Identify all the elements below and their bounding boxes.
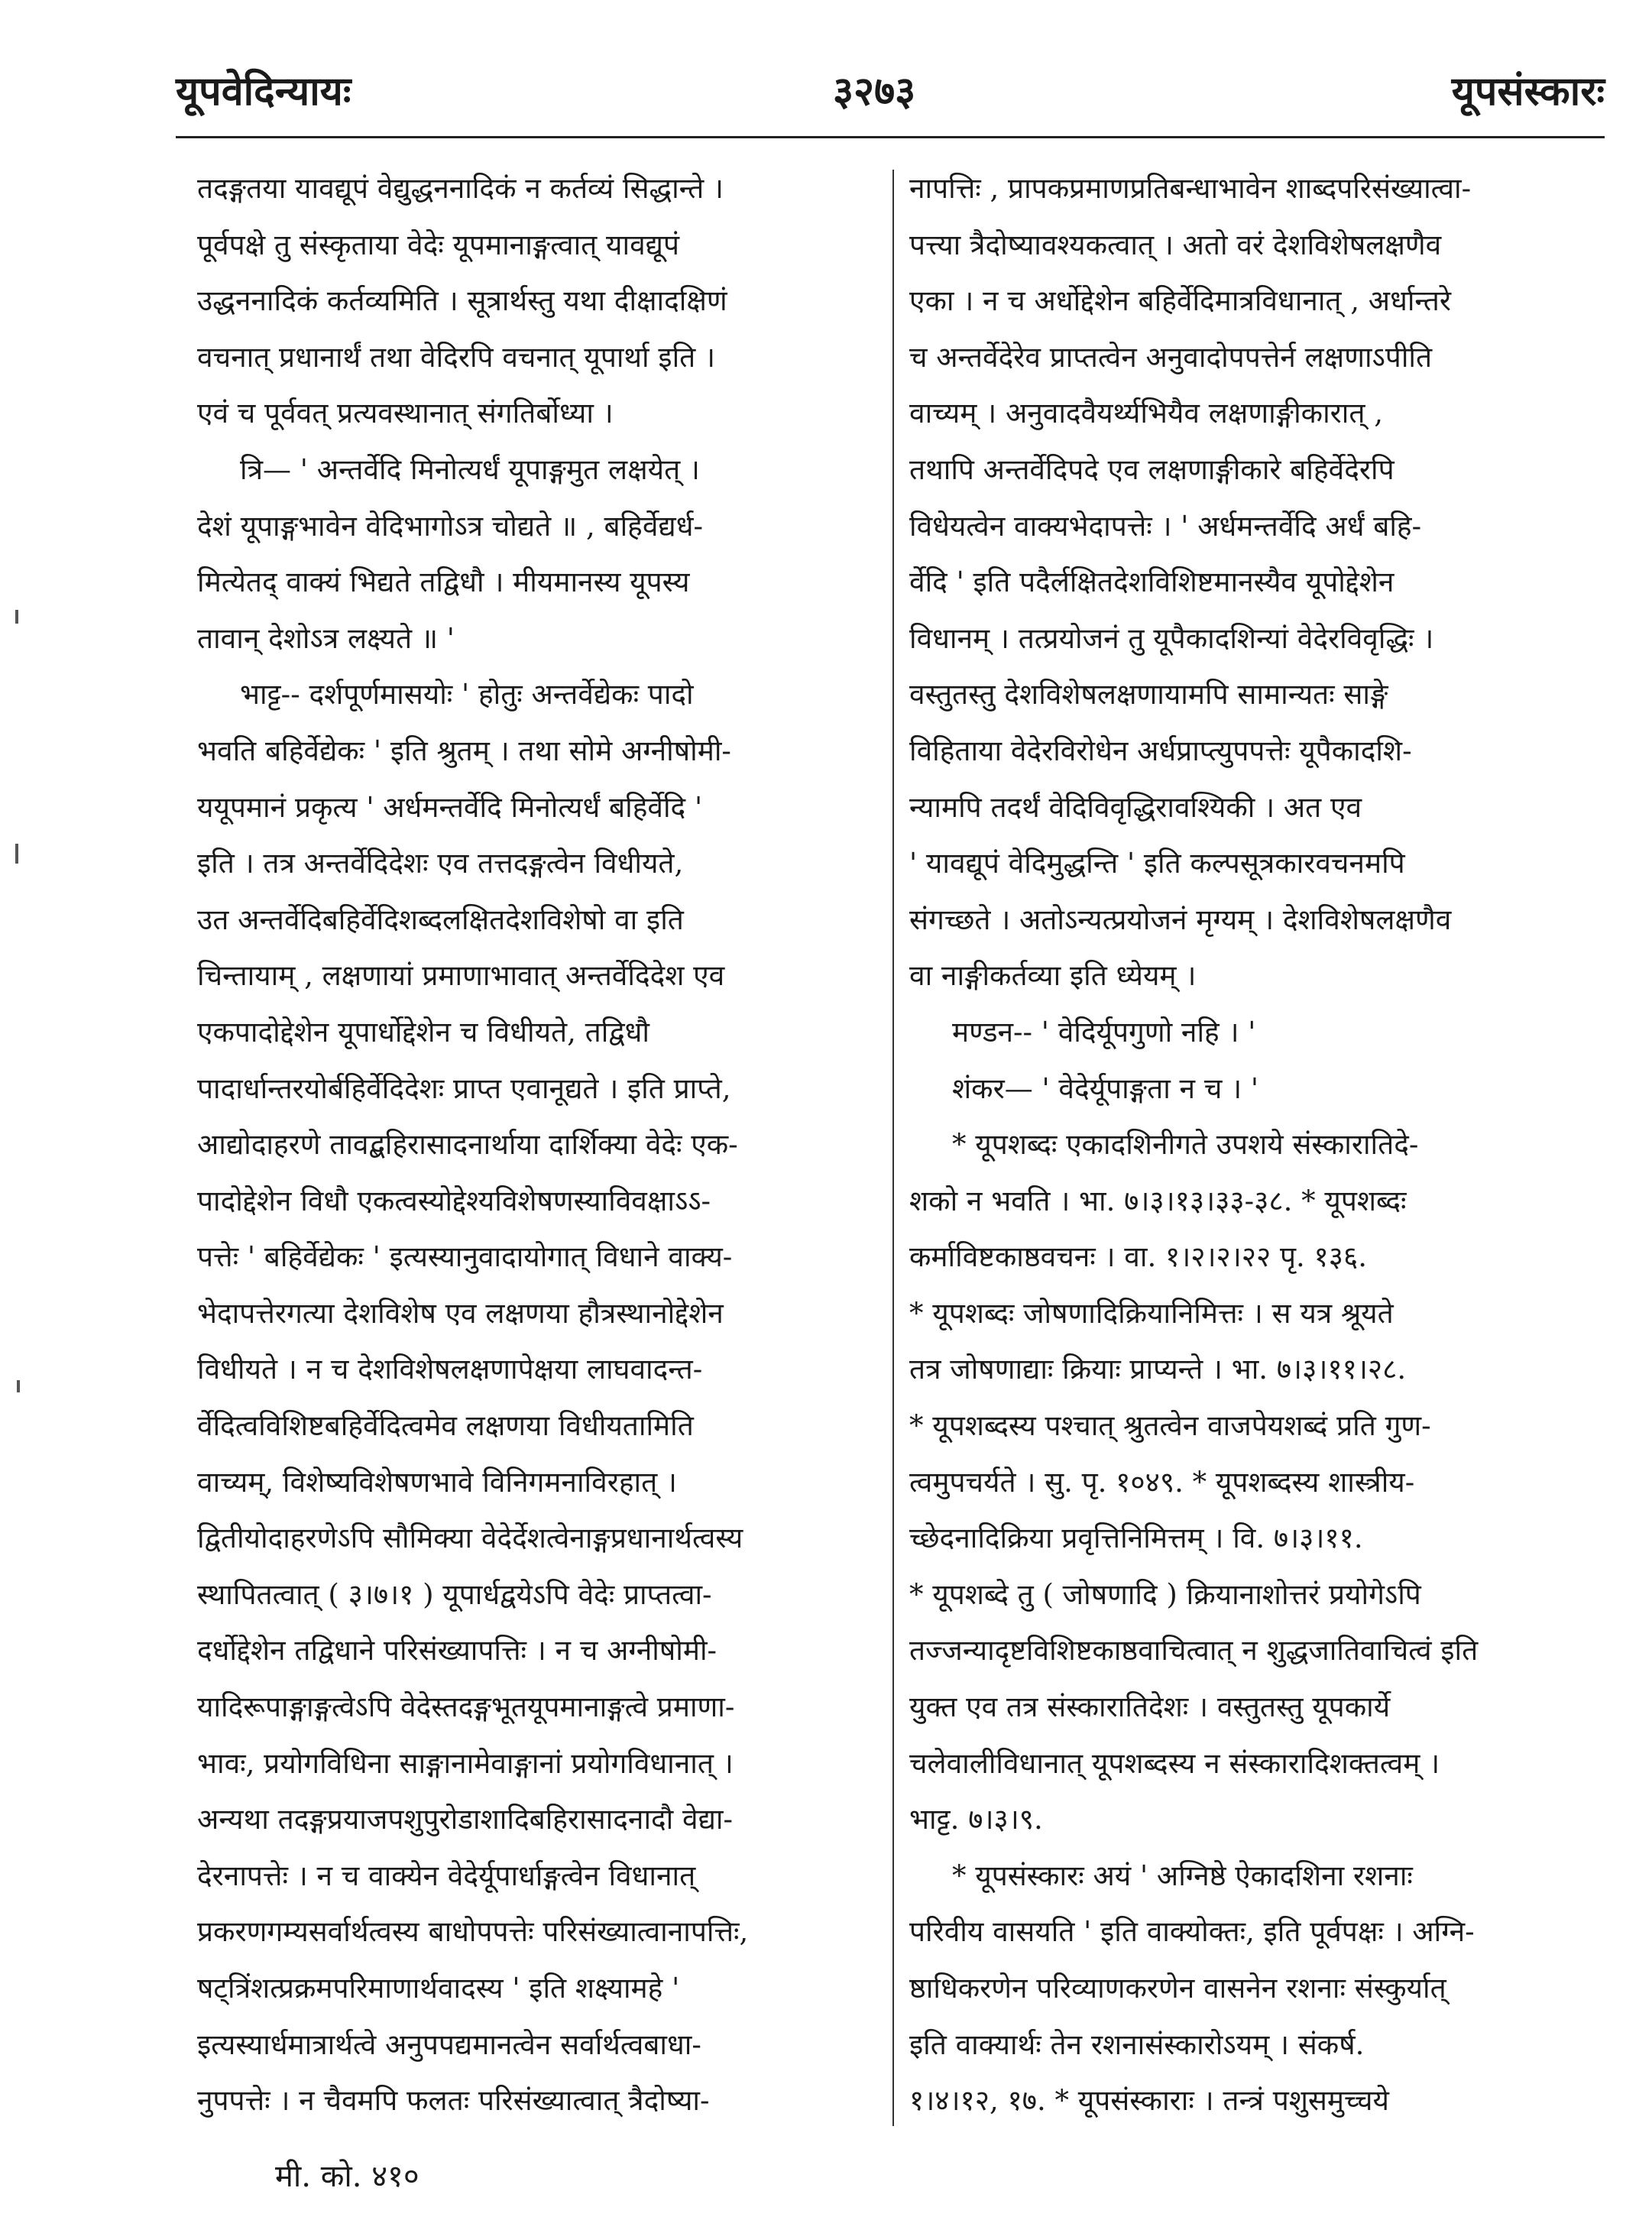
text-line: इत्यस्यार्धमात्रार्थत्वे अनुपपद्यमानत्वेन सर्वार्थत्वबाधा- [197,2027,701,2061]
text-line: एका । न च अर्धोद्देशेन बहिर्वेदिमात्रविधानात् , अर्धान्तरे [909,284,1452,318]
text-line: ष्ठाधिकरणेन परिव्याणकरणेन वासनेन रशनाः संस्कुर्यात् [909,1972,1446,2005]
text-line: न्यामपि तदर्थं वेदिविवृद्धिरावश्यिकी । अत एव [909,790,1362,824]
text-line: पत्तेः ' बहिर्वेद्येकः ' इत्यस्यानुवादायोगात् विधाने वाक्य- [197,1240,733,1274]
text-line: शंकर— ' वेदेर्यूपाङ्गता न च । ' [952,1071,1259,1105]
text-line: मण्डन-- ' वेदिर्यूपगुणो नहि । ' [952,1015,1256,1049]
text-line: * यूपसंस्कारः अयं ' अग्निष्ठे ऐकादशिना रशनाः [952,1859,1413,1892]
text-line: भाट्ट. ७।३।९. [909,1803,1043,1836]
text-line: उद्धननादिकं कर्तव्यमिति । सूत्रार्थस्तु यथा दीक्षादक्षिणं [197,284,727,318]
margin-mark [15,844,18,864]
text-line: इति वाक्यार्थः तेन रशनासंस्कारोऽयम् । संकर्ष. [909,2027,1365,2061]
text-line: प्रकरणगम्यसर्वार्थत्वस्य बाधोपपत्तेः परिसंख्यात्वानापत्तिः, [197,1915,749,1949]
text-line: भवति बहिर्वेद्येकः ' इति श्रुतम् । तथा सोमे अग्नीषोमी- [197,734,731,767]
text-line: आद्योदाहरणे तावद्बहिरासादनार्थाया दार्शिक्या वेदेः एक- [197,1128,738,1162]
text-line: * यूपशब्दः एकादशिनीगते उपशये संस्कारातिदे- [952,1128,1419,1162]
text-line: कर्माविष्टकाष्ठवचनः । वा. १।२।२।२२ पृ. १३६. [909,1240,1368,1274]
text-line: स्थापितत्वात् ( ३।७।१ ) यूपार्धद्वयेऽपि वेदेः प्राप्तत्वा- [197,1577,712,1611]
text-line: भेदापत्तेरगत्या देशविशेष एव लक्षणया हौत्रस्थानोद्देशेन [197,1296,724,1330]
text-line: त्वमुपचर्यते । सु. पृ. १०४९. * यूपशब्दस्य शास्त्रीय- [909,1465,1415,1499]
footer-signature: मी. को. ४१० [275,2159,419,2194]
text-line: तत्र जोषणाद्याः क्रियाः प्राप्यन्ते । भा. ७।३।११।२८. [909,1353,1407,1386]
text-line: * यूपशब्दः जोषणादिक्रियानिमित्तः । स यत्र श्रूयते [909,1296,1394,1330]
header-rule [176,136,1605,138]
text-line: यादिरूपाङ्गाङ्गत्वेऽपि वेदेस्तदङ्गभूतयूपमानाङ्गत्वे प्रमाणा- [197,1690,735,1724]
column-divider [892,170,894,2126]
left-column [197,160,877,2132]
text-line: वा नाङ्गीकर्तव्या इति ध्येयम् । [909,959,1197,993]
text-line: तदङ्गतया यावद्यूपं वेद्युद्धननादिकं न कर्तव्यं सिद्धान्ते । [197,172,724,205]
text-line: वाच्यम्, विशेष्यविशेषणभावे विनिगमनाविरहात् । [197,1465,677,1499]
text-line: पादार्धान्तरयोर्बहिर्वेदिदेशः प्राप्त एवानूद्यते । इति प्राप्ते, [197,1071,731,1105]
text-line: विधेयत्वेन वाक्यभेदापत्तेः । ' अर्धमन्तर्वेदि अर्धं बहि- [909,509,1422,543]
text-line: र्वेदित्वविशिष्टबहिर्वेदित्वमेव लक्षणया विधीयतामिति [197,1409,694,1443]
text-line: च्छेदनादिक्रिया प्रवृत्तिनिमित्तम् । वि. ७।३।११. [909,1522,1363,1555]
margin-mark [15,610,18,624]
text-line: भाट्ट-- दर्शपूर्णमासयोः ' होतुः अन्तर्वेद्येकः पादो [240,678,694,711]
text-line: १।४।१२, १७. * यूपसंस्काराः । तन्त्रं पशुसमुच्चये [909,2084,1389,2118]
text-line: संगच्छते । अतोऽन्यत्प्रयोजनं मृग्यम् । देशविशेषलक्षणैव [909,903,1452,936]
text-line: द्वितीयोदाहरणेऽपि सौमिक्या वेदेर्देशत्वेनाङ्गप्रधानार्थत्वस्य [197,1522,743,1555]
text-line: च अन्तर्वेदेरेव प्राप्तत्वेन अनुवादोपपत्तेर्न लक्षणाऽपीति [909,340,1433,374]
text-line: युक्त एव तत्र संस्कारातिदेशः । वस्तुतस्तु यूपकार्ये [909,1690,1391,1724]
text-line: त्रि— ' अन्तर्वेदि मिनोत्यर्धं यूपाङ्गमुत लक्षयेत् । [240,452,700,486]
text-line: तज्जन्यादृष्टविशिष्टकाष्ठवाचित्वात् न शुद्धजातिवाचित्वं इति [909,1634,1479,1668]
text-line: * यूपशब्दस्य पश्चात् श्रुतत्वेन वाजपेयशब्दं प्रति गुण- [909,1409,1431,1443]
text-line: विधीयते । न च देशविशेषलक्षणापेक्षया लाघवादन्त- [197,1353,703,1386]
text-line: तावान् देशोऽत्र लक्ष्यते ॥ ' [197,621,455,655]
header-right-title: यूपसंस्कारः [1451,68,1605,115]
text-line: एवं च पूर्ववत् प्रत्यवस्थानात् संगतिर्बोध्या । [197,397,614,430]
text-line: वस्तुतस्तु देशविशेषलक्षणायामपि सामान्यतः साङ्गे [909,678,1388,711]
text-line: एकपादोद्देशेन यूपार्धोद्देशेन च विधीयते, तद्विधौ [197,1015,649,1049]
text-line: पादोद्देशेन विधौ एकत्वस्योद्देश्यविशेषणस्याविवक्षाऽऽ- [197,1184,711,1217]
page-number: ३२७३ [833,68,916,115]
text-line: ' यावद्यूपं वेदिमुद्धन्ति ' इति कल्पसूत्रकारवचनमपि [909,847,1405,880]
text-line: दर्धोद्देशेन तद्विधाने परिसंख्यापत्तिः । न च अग्नीषोमी- [197,1634,717,1668]
text-line: पत्त्या त्रैदोष्यावश्यकत्वात् । अतो वरं देशविशेषलक्षणैव [909,228,1442,261]
text-line: विहिताया वेदेरविरोधेन अर्धप्राप्त्युपपत्तेः यूपैकादशि- [909,734,1412,767]
text-line: वचनात् प्रधानार्थं तथा वेदिरपि वचनात् यूपार्था इति । [197,340,716,374]
text-line: चिन्तायाम् , लक्षणायां प्रमाणाभावात् अन्तर्वेदिदेश एव [197,959,725,993]
header-left-title: यूपवेदिन्यायः [176,68,351,115]
text-line: नुपपत्तेः । न चैवमपि फलतः परिसंख्यात्वात् त्रैदोष्या- [197,2084,710,2118]
text-line: र्वेदि ' इति पदैर्लक्षितदेशविशिष्टमानस्यैव यूपोद्देशेन [909,566,1394,599]
text-line: षट्त्रिंशत्प्रक्रमपरिमाणार्थवादस्य ' इति शक्ष्यामहे ' [197,1972,680,2005]
margin-mark [17,1380,20,1392]
running-header [176,63,1605,147]
text-line: शको न भवति । भा. ७।३।१३।३३-३८. * यूपशब्दः [909,1184,1407,1217]
text-line: उत अन्तर्वेदिबहिर्वेदिशब्दलक्षितदेशविशेषो वा इति [197,903,684,936]
text-line: वाच्यम् । अनुवादवैयर्थ्यभियैव लक्षणाङ्गीकारात् , [909,397,1383,430]
text-line: नापत्तिः , प्रापकप्रमाणप्रतिबन्धाभावेन शाब्दपरिसंख्यात्वा- [909,172,1472,205]
text-line: चलेवालीविधानात् यूपशब्दस्य न संस्कारादिशक्तत्वम् । [909,1746,1440,1780]
text-line: देशं यूपाङ्गभावेन वेदिभागोऽत्र चोद्यते ॥ , बहिर्वेद्यर्ध- [197,509,703,543]
text-line: * यूपशब्दे तु ( जोषणादि ) क्रियानाशोत्तरं प्रयोगेऽपि [909,1577,1421,1611]
text-line: ययूपमानं प्रकृत्य ' अर्धमन्तर्वेदि मिनोत्यर्धं बहिर्वेदि ' [197,790,703,824]
text-line: देरनापत्तेः । न च वाक्येन वेदेर्यूपार्धाङ्गत्वेन विधानात् [197,1859,696,1892]
text-line: परिवीय वासयति ' इति वाक्योक्तः, इति पूर्वपक्षः । अग्नि- [909,1915,1475,1949]
text-line: मित्येतद् वाक्यं भिद्यते तद्विधौ । मीयमानस्य यूपस्य [197,566,690,599]
text-line: तथापि अन्तर्वेदिपदे एव लक्षणाङ्गीकारे बहिर्वेदेरपि [909,452,1394,486]
right-column [909,160,1612,2132]
text-line: विधानम् । तत्प्रयोजनं तु यूपैकादशिन्यां वेदेरविवृद्धिः । [909,621,1434,655]
text-line: भावः, प्रयोगविधिना साङ्गानामेवाङ्गानां प्रयोगविधानात् । [197,1746,734,1780]
text-line: पूर्वपक्षे तु संस्कृताया वेदेः यूपमानाङ्गत्वात् यावद्यूपं [197,228,679,261]
text-line: अन्यथा तदङ्गप्रयाजपशुपुरोडाशादिबहिरासादनादौ वेद्या- [197,1803,733,1836]
text-line: इति । तत्र अन्तर्वेदिदेशः एव तत्तदङ्गत्वेन विधीयते, [197,847,684,880]
